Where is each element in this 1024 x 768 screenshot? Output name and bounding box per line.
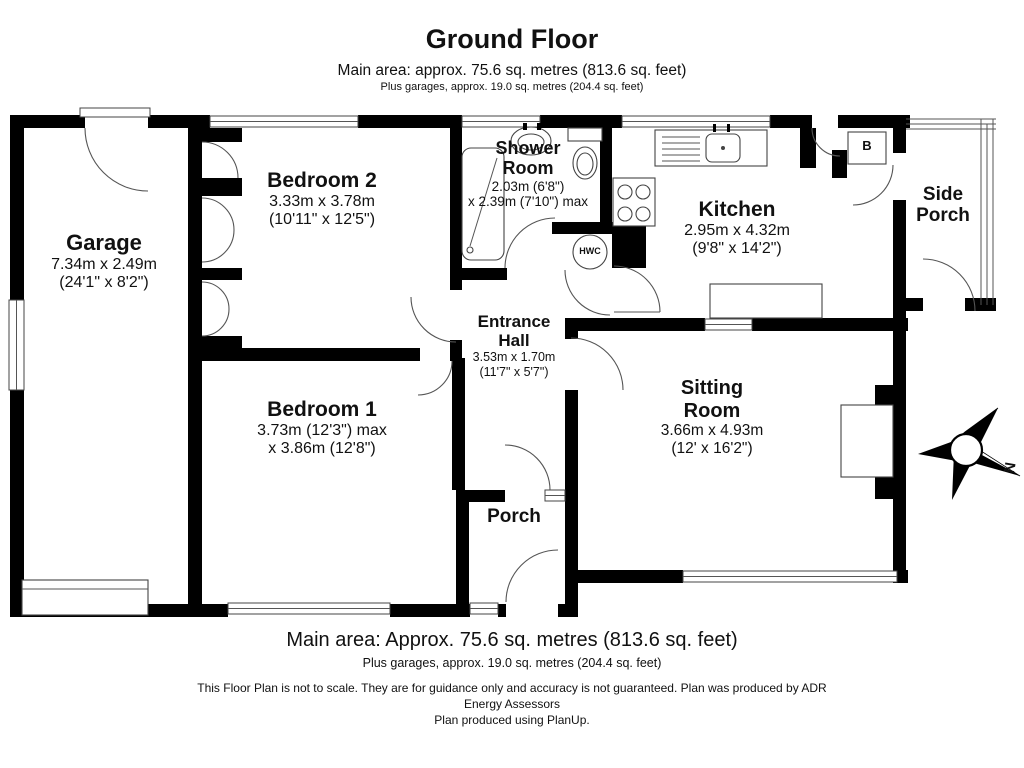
hwc-label: HWC [579, 246, 601, 256]
bedroom2-name: Bedroom 2 [267, 169, 377, 192]
garage-name: Garage [66, 230, 142, 255]
sitting-name2: Room [683, 399, 741, 422]
footer-disclaimer-1: This Floor Plan is not to scale. They are for guidance only and accuracy is not guaranteed. Plan was produced by ADR [197, 681, 827, 695]
compass-rose-icon [918, 408, 1020, 500]
sitting-dim2: (12' x 16'2") [671, 439, 753, 457]
side-porch-name1: Side [922, 184, 964, 205]
header-subtitle: Main area: approx. 75.6 sq. metres (813.6 sq. feet) [337, 62, 687, 79]
bedroom1-name: Bedroom 1 [267, 398, 377, 421]
kitchen-name: Kitchen [698, 198, 776, 221]
room-label-entrance-hall [473, 312, 556, 379]
bedroom2-dim2: (10'11" x 12'5") [268, 210, 376, 228]
kitchen-worktop [710, 284, 822, 318]
page-title: Ground Floor [425, 24, 599, 54]
shower-name1: Shower [495, 138, 561, 158]
boiler-label: B [862, 138, 872, 153]
shower-dim2: x 2.39m (7'10") max [468, 193, 588, 209]
hall-dim2: (11'7" x 5'7") [479, 364, 549, 379]
footer-disclaimer-3: Plan produced using PlanUp. [434, 713, 590, 727]
hob [613, 178, 655, 226]
shower-name2: Room [502, 158, 554, 179]
kitchen-dim2: (9'8" x 14'2") [692, 239, 782, 257]
garage-dim1: 7.34m x 2.49m [51, 255, 157, 273]
garage-door-panel [22, 580, 148, 615]
room-label-bedroom2 [267, 169, 377, 229]
bedroom2-dim1: 3.33m x 3.78m [269, 192, 375, 210]
kitchen-sink-unit [655, 124, 767, 166]
footer-garage-note: Plus garages, approx. 19.0 sq. metres (204.4 sq. feet) [362, 656, 662, 670]
hall-name2: Hall [498, 331, 530, 351]
fireplace-recess [841, 405, 893, 477]
room-label-sitting-room [661, 377, 764, 457]
bedroom1-dim2: x 3.86m (12'8") [268, 439, 376, 457]
room-label-bedroom1 [257, 398, 387, 458]
garage-dim2: (24'1" x 8'2") [59, 273, 149, 291]
room-label-garage [51, 231, 157, 292]
hall-name1: Entrance [477, 312, 551, 331]
room-label-shower-room [468, 138, 588, 209]
sitting-dim1: 3.66m x 4.93m [660, 422, 764, 440]
shower-dim1: 2.03m (6'8") [491, 178, 565, 194]
sitting-name1: Sitting [680, 377, 744, 399]
room-label-side-porch [916, 184, 970, 227]
header-subnote: Plus garages, approx. 19.0 sq. metres (204.4 sq. feet) [380, 81, 644, 93]
bedroom1-dim1: 3.73m (12'3") max [257, 421, 387, 439]
room-label-porch: Porch [487, 506, 541, 527]
north-label: N [999, 460, 1019, 475]
hall-dim1: 3.53m x 1.70m [472, 350, 556, 365]
footer-disclaimer-2: Energy Assessors [463, 697, 561, 711]
side-porch-name2: Porch [916, 205, 970, 227]
room-label-kitchen [684, 198, 790, 258]
kitchen-dim1: 2.95m x 4.32m [684, 221, 790, 239]
footer-area: Main area: Approx. 75.6 sq. metres (813.6 sq. feet) [286, 629, 738, 651]
